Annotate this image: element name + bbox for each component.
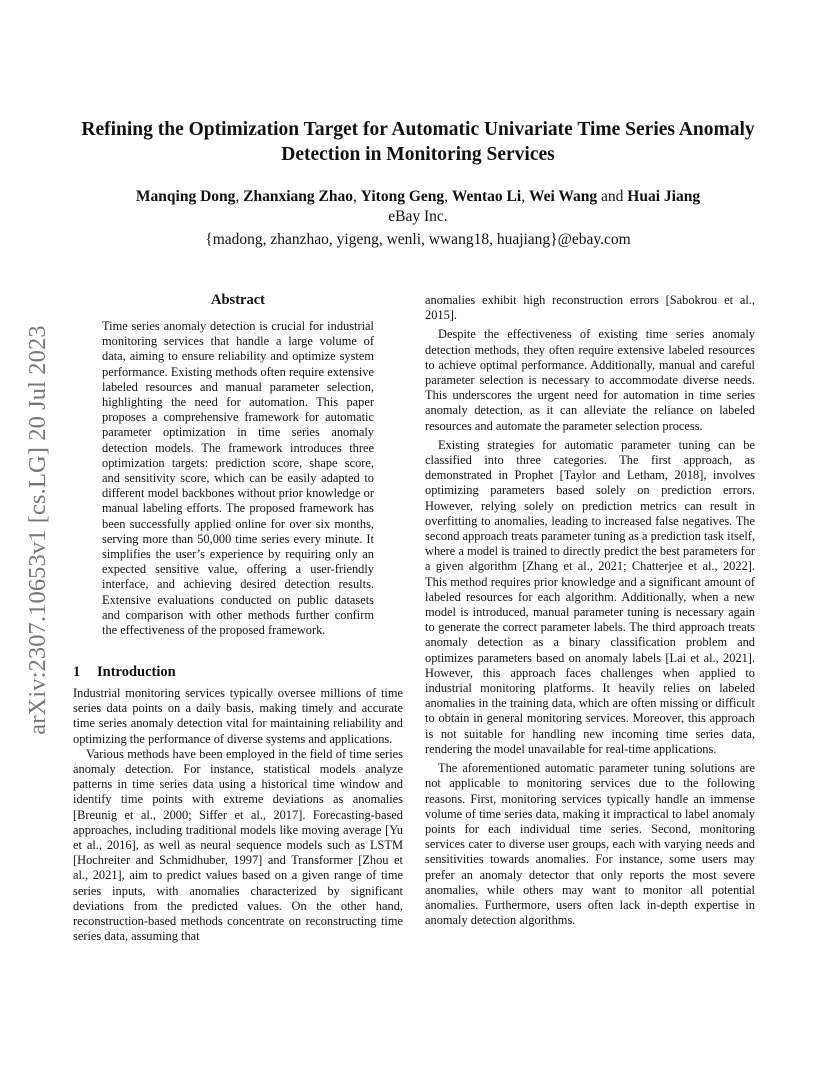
author: Wei Wang [528, 188, 598, 205]
paragraph: Despite the effectiveness of existing time series anomaly detection methods, they often require extensive labeled resources to achieve optimal performance. Additionally, manual and careful parameter selection is necessary to accommodate diverse needs. This underscores the urgent need for automation in time series anomaly detection, as it can alleviate the reliance on labeled resources and automate the parameter selection process. [425, 327, 755, 433]
affiliation: eBay Inc. [388, 208, 448, 225]
abstract-heading: Abstract [211, 292, 265, 308]
author: Manqing Dong [135, 188, 236, 205]
author: Zhanxiang Zhao [243, 188, 353, 205]
left-column-body [73, 686, 403, 944]
section-heading [73, 664, 176, 681]
arxiv-identifier: arXiv:2307.10653v1 [cs.LG] 20 Jul 2023 [24, 325, 51, 735]
right-column-body [425, 293, 755, 928]
author: Huai Jiang [627, 188, 701, 205]
paragraph: anomalies exhibit high reconstruction errors [Sabokrou et al., 2015]. [425, 293, 755, 323]
author: Wentao Li [451, 188, 522, 205]
abstract-body: Time series anomaly detection is crucial for industrial monitoring services that handle a large volume of data, aiming to ensure reliability and optimize system performance. Existing methods often require extensive labeled resources and manual parameter selection, highlighting the need for automation. This paper proposes a comprehensive framework for automatic parameter optimization in time series anomaly detection models. The framework introduces three optimization targets: prediction score, shape score, and sensitivity score, which can be easily adapted to different model backbones without prior knowledge or manual labeling efforts. The proposed framework has been successfully applied online for over six months, serving more than 50,000 time series every minute. It simplifies the user’s experience by requiring only an expected sensitive value, offering a user-friendly interface, and achieving desired detection results. Extensive evaluations conducted on public datasets and comparison with other methods further confirm the effectiveness of the proposed framework. [102, 319, 374, 638]
section-number: 1 [73, 664, 81, 680]
author-list: Manqing Dong, Zhanxiang Zhao, Yitong Geng, Wentao Li, Wei Wang and Huai Jiang [135, 188, 701, 205]
paper-title: Refining the Optimization Target for Automatic Univariate Time Series Anomaly Detection in Monitoring Services [81, 119, 755, 165]
author: Yitong Geng [360, 188, 445, 205]
section-title: Introduction [97, 664, 176, 680]
paragraph: Various methods have been employed in the field of time series anomaly detection. For instance, statistical models analyze patterns in time series data using a historical time window and identify time points with extreme deviations as anomalies [Breunig et al., 2000; Siffer et al., 2017]. Forecasting-based approaches, including traditional models like moving average [Yu et al., 2016], as well as neural sequence models such as LSTM [Hochreiter and Schmidhuber, 1997] and Transformer [Zhou et al., 2021], aim to predict values based on a given range of time series inputs, with anomalies characterized by significant deviations from the predicted values. On the other hand, reconstruction-based methods concentrate on reconstructing time series data, assuming that [73, 746, 403, 944]
arxiv-sidebar [18, 295, 58, 765]
paragraph: The aforementioned automatic parameter tuning solutions are not applicable to monitoring services due to the following reasons. First, monitoring services typically handle an immense volume of time series data, making it impractical to label anomaly points for each individual time series. Second, monitoring services cater to diverse user groups, each with varying needs and sensitivities towards anomalies. For instance, some users may prefer an anomaly detector that only reports the most severe anomalies, while others may want to monitor all potential anomalies. Furthermore, users often lack in-depth expertise in anomaly detection algorithms. [425, 761, 755, 928]
paragraph: Existing strategies for automatic parameter tuning can be classified into three categories. The first approach, as demonstrated in Prophet [Taylor and Letham, 2018], involves optimizing parameters based solely on prediction errors. However, relying solely on prediction metrics can result in overfitting to anomalies, leading to increased false negatives. The second approach treats parameter tuning as a prediction task itself, where a model is trained to directly predict the best parameters for a given algorithm [Zhang et al., 2021; Chatterjee et al., 2022]. This method requires prior knowledge and a significant amount of labeled resources for each algorithm. Additionally, when a new model is introduced, manual parameter tuning is necessary again to generate the correct parameter labels. The third approach treats anomaly detection as a binary classification problem and optimizes parameters based on anomaly labels [Lai et al., 2021]. However, this approach faces challenges when applied to industrial monitoring platforms. It heavily relies on labeled anomalies in the training data, which are often missing or difficult to obtain in general monitoring services. Moreover, this approach is not suitable for handling new incoming time series data, rendering the model unavailable for real-time applications. [425, 437, 755, 756]
author-emails: {madong, zhanzhao, yigeng, wenli, wwang18, huajiang}@ebay.com [205, 231, 631, 248]
paragraph: Industrial monitoring services typically oversee millions of time series data points on a daily basis, making timely and accurate time series anomaly detection vital for maintaining reliability and optimizing the performance of diverse systems and applications. [73, 686, 403, 746]
